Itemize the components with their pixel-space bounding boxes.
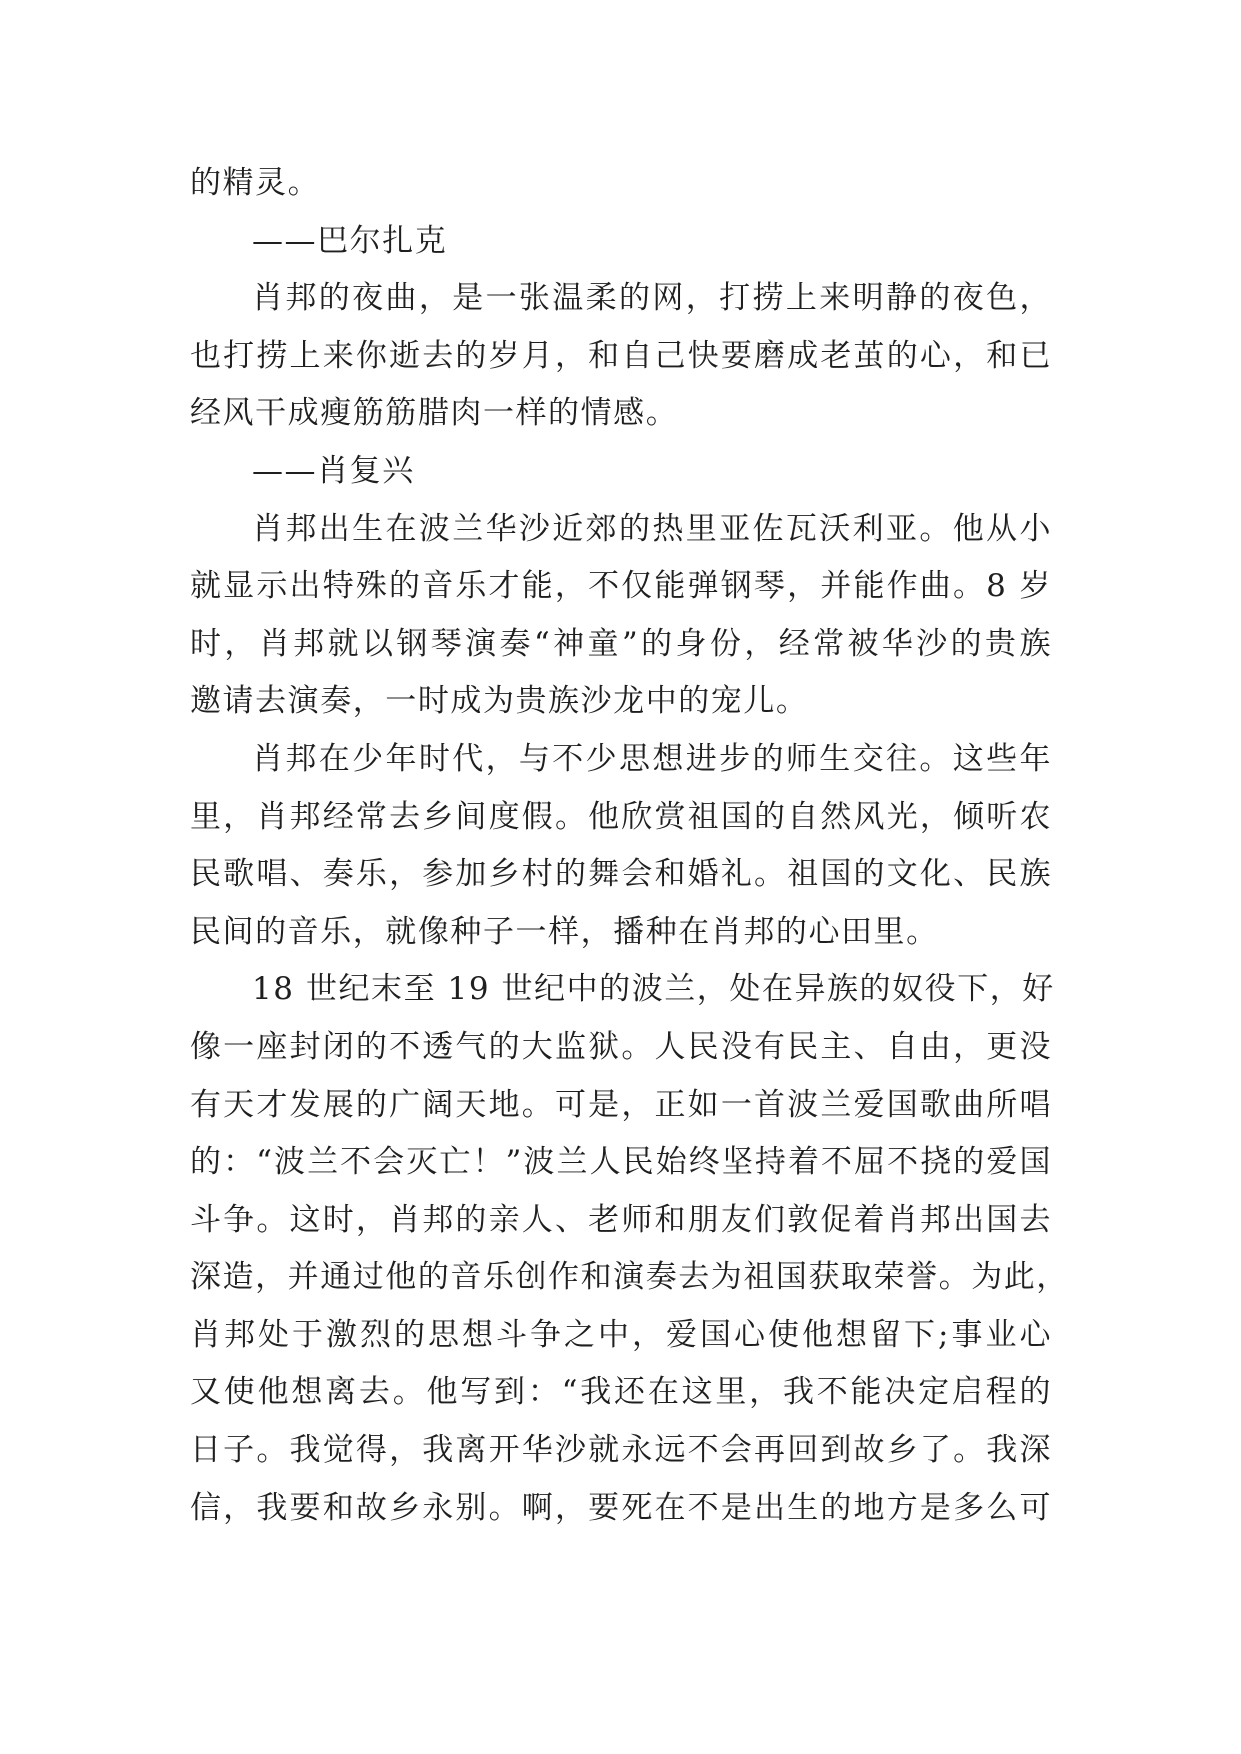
paragraph-line: 时，肖邦就以钢琴演奏“神童”的身份，经常被华沙的贵族: [190, 625, 1052, 662]
text-line: 的精灵。: [190, 165, 321, 201]
paragraph-line: 民间的音乐，就像种子一样，播种在肖邦的心田里。: [190, 913, 939, 950]
paragraph-line: 邀请去演奏，一时成为贵族沙龙中的宠儿。: [190, 683, 809, 720]
paragraph-line: 信，我要和故乡永别。啊，要死在不是出生的地方是多么可: [190, 1489, 1052, 1526]
paragraph-line: 深造，并通过他的音乐创作和演奏去为祖国获取荣誉。为此，: [190, 1259, 1069, 1296]
quote-attribution-balzac: ——巴尔扎克: [252, 222, 448, 259]
paragraph-line: 也打捞上来你逝去的岁月，和自己快要磨成老茧的心，和已: [190, 337, 1052, 374]
paragraph-line: 肖邦的夜曲，是一张温柔的网，打捞上来明静的夜色，: [252, 280, 1052, 317]
paragraph-line: 日子。我觉得，我离开华沙就永远不会再回到故乡了。我深: [190, 1432, 1052, 1469]
quote-attribution-xiao-fuxing: ——肖复兴: [252, 452, 415, 489]
paragraph-line: 经风干成瘦筋筋腊肉一样的情感。: [190, 395, 679, 432]
paragraph-line: 有天才发展的广阔天地。可是，正如一首波兰爱国歌曲所唱: [190, 1086, 1052, 1123]
paragraph-line: 就显示出特殊的音乐才能，不仅能弹钢琴，并能作曲。8 岁: [190, 568, 1052, 605]
paragraph-line: 18 世纪末至 19 世纪中的波兰，处在异族的奴役下，好: [252, 971, 1055, 1008]
paragraph-line: 肖邦处于激烈的思想斗争之中，爱国心使他想留下;事业心: [190, 1316, 1052, 1353]
paragraph-line: 民歌唱、奏乐，参加乡村的舞会和婚礼。祖国的文化、民族: [190, 856, 1052, 893]
paragraph-line: 又使他想离去。他写到：“我还在这里，我不能决定启程的: [190, 1374, 1052, 1411]
paragraph-line: 的：“波兰不会灭亡！”波兰人民始终坚持着不屈不挠的爱国: [190, 1144, 1052, 1181]
paragraph-line: 像一座封闭的不透气的大监狱。人民没有民主、自由，更没: [190, 1028, 1052, 1065]
paragraph-line: 肖邦在少年时代，与不少思想进步的师生交往。这些年: [252, 740, 1052, 777]
document-page: [190, 155, 1069, 1537]
paragraph-line: 肖邦出生在波兰华沙近郊的热里亚佐瓦沃利亚。他从小: [252, 510, 1052, 547]
paragraph-line: 斗争。这时，肖邦的亲人、老师和朋友们敦促着肖邦出国去: [190, 1201, 1052, 1238]
paragraph-line: 里，肖邦经常去乡间度假。他欣赏祖国的自然风光，倾听农: [190, 798, 1052, 835]
